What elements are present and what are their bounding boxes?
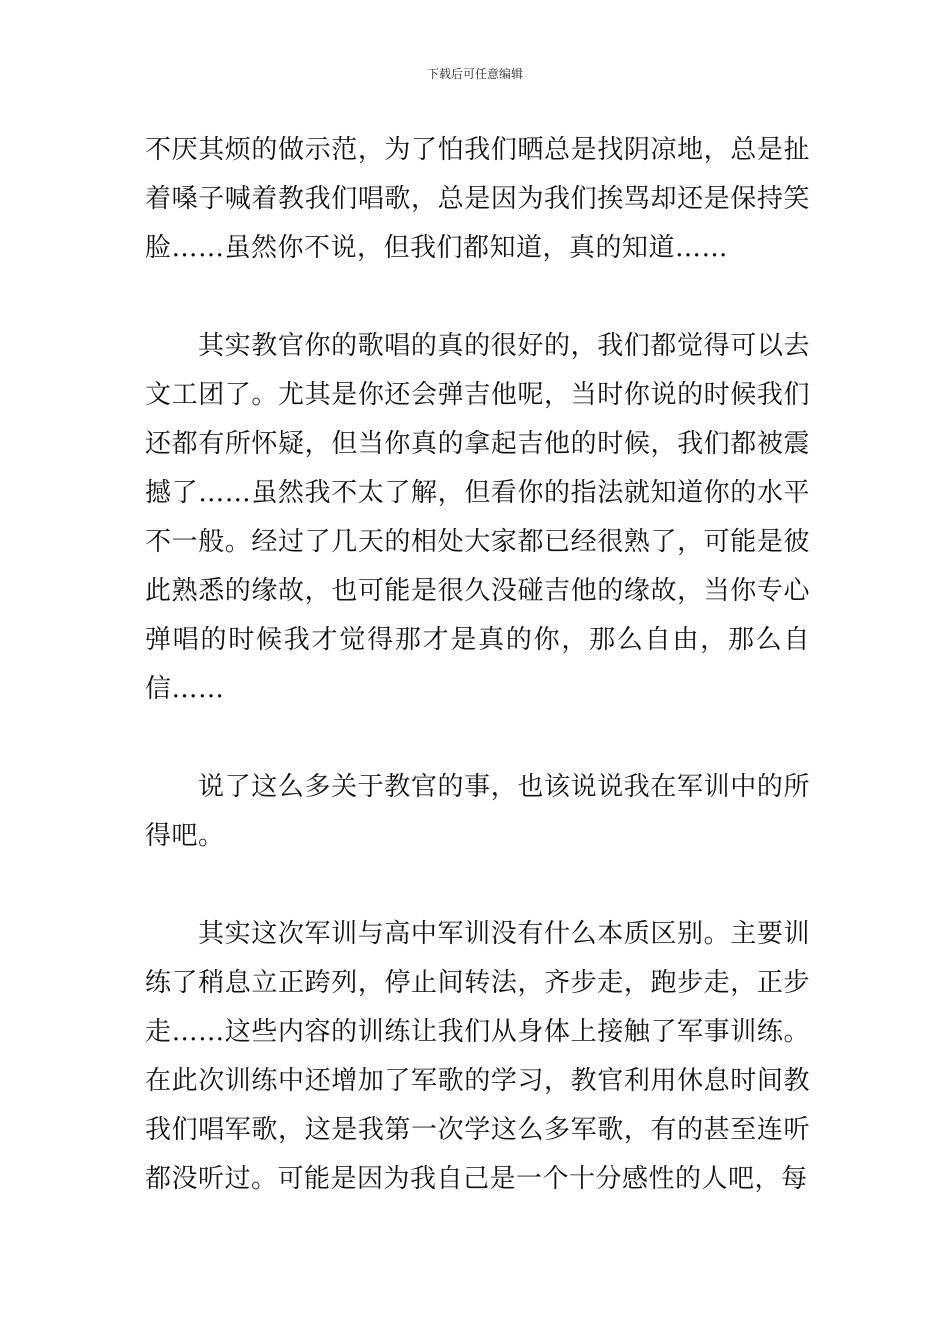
paragraph-4: 其实这次军训与高中军训没有什么本质区别。主要训练了稍息立正跨列，停止间转法，齐步走，跑步走，正步走……这些内容的训练让我们从身体上接触了军事训练。在此次训练中还增加了军歌的学习，教官利用休息时间教我们唱军歌，这是我第一次学这么多军歌，有的甚至连听都没听过。可能是因为我自己是一个十分感性的人吧，每 [145, 919, 810, 1194]
header-note: 下载后可任意编辑 [426, 67, 523, 81]
paragraph-gap [145, 273, 810, 322]
paragraph-3: 说了这么多关于教官的事，也该说说我在军训中的所得吧。 [145, 772, 810, 851]
body-text [145, 126, 810, 1204]
paragraph-gap [145, 861, 810, 910]
paragraph-2: 其实教官你的歌唱的真的很好的，我们都觉得可以去文工团了。尤其是你还会弹吉他呢，当时你说的时候我们还都有所怀疑，但当你真的拿起吉他的时候，我们都被震撼了……虽然我不太了解，但看你的指法就知道你的水平不一般。经过了几天的相处大家都已经很熟了，可能是彼此熟悉的缘故，也可能是很久没碰吉他的缘故，当你专心弹唱的时候我才觉得那才是真的你，那么自由，那么自信…… [145, 331, 810, 704]
paragraph-gap [145, 714, 810, 763]
paragraph-1: 不厌其烦的做示范，为了怕我们晒总是找阴凉地，总是扯着嗓子喊着教我们唱歌，总是因为我们挨骂却还是保持笑脸……虽然你不说，但我们都知道，真的知道…… [145, 135, 810, 263]
